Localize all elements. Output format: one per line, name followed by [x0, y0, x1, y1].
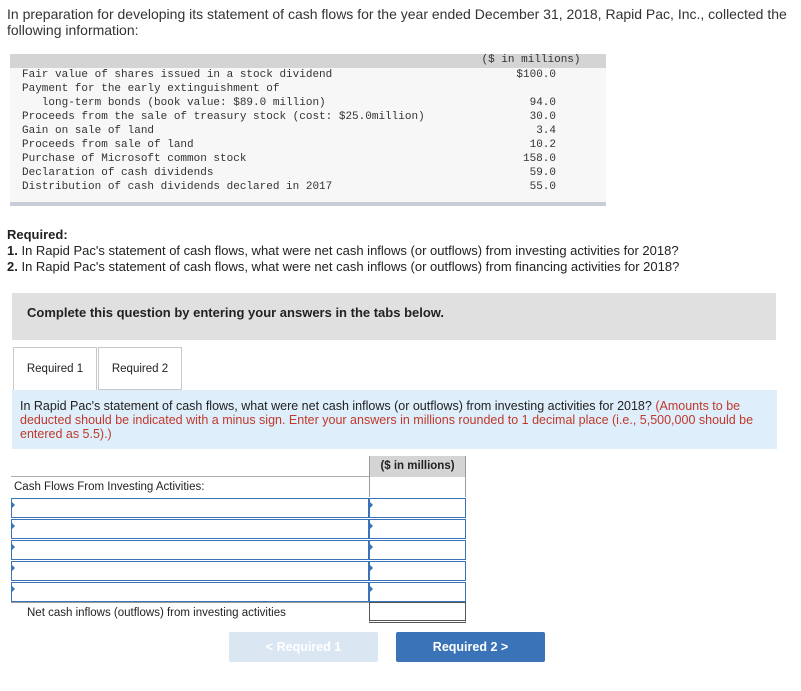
answer-input-row: [11, 581, 468, 602]
answer-section-row: [11, 477, 468, 497]
data-table-row: [10, 138, 606, 152]
chevron-right-icon: >: [500, 640, 509, 654]
prev-button-label: Required 1: [276, 640, 342, 654]
required-item-num: 2.: [7, 259, 18, 274]
answer-input-row: [11, 497, 468, 518]
answer-input-row: [11, 518, 468, 539]
required-section: [7, 227, 679, 275]
tab-required-1[interactable]: Required 1: [13, 347, 97, 390]
data-row-value: 55.0: [529, 181, 556, 193]
data-row-value: $100.0: [516, 69, 556, 81]
required-title: Required:: [7, 227, 68, 242]
answer-col-head: ($ in millions): [369, 456, 466, 477]
required-item-text: In Rapid Pac's statement of cash flows, what were net cash inflows (or outflows) from financing activities for 2018?: [21, 259, 680, 274]
question-text: In Rapid Pac's statement of cash flows, what were net cash inflows (or outflows) from investing activities for 2018?: [20, 399, 652, 413]
next-button[interactable]: [396, 632, 545, 662]
answer-table-header: [11, 456, 468, 477]
amount-input[interactable]: [369, 540, 466, 560]
data-table-row: [10, 180, 606, 194]
question-box: [12, 390, 777, 449]
answer-table-header-blank: [11, 456, 369, 477]
account-dropdown[interactable]: [11, 498, 369, 518]
required-item-1: [7, 243, 679, 259]
data-table-row: [10, 68, 606, 82]
account-dropdown[interactable]: [11, 561, 369, 581]
required-item-num: 1.: [7, 243, 18, 258]
answer-net-row: [11, 602, 468, 623]
required-item-2: [7, 259, 679, 275]
data-row-label: Distribution of cash dividends declared in 2017: [22, 181, 333, 193]
answer-net-input[interactable]: [369, 602, 466, 623]
data-row-label: Purchase of Microsoft common stock: [22, 153, 247, 165]
data-row-label: Proceeds from sale of land: [22, 139, 194, 151]
answer-input-row: [11, 560, 468, 581]
source-data-table: [10, 54, 606, 206]
answer-section-value-blank: [369, 477, 466, 497]
amount-input[interactable]: [369, 582, 466, 602]
data-row-value: 94.0: [529, 97, 556, 109]
data-row-label: Gain on sale of land: [22, 125, 155, 137]
amount-input[interactable]: [369, 561, 466, 581]
data-table-body: [10, 68, 606, 206]
data-table-row: [10, 166, 606, 180]
tab-required-2[interactable]: Required 2: [98, 347, 182, 390]
data-row-value: 158.0: [522, 153, 556, 165]
data-table-row: [10, 82, 606, 96]
account-dropdown[interactable]: [11, 582, 369, 602]
data-row-label: Fair value of shares issued in a stock dividend: [22, 69, 333, 81]
question-hint: (Amounts to be deducted should be indicated with a minus sign. Enter your answers in millions rounded to 1 decimal place (i.e., 5,500,000 should be entered as 5.5).): [20, 399, 754, 441]
amount-input[interactable]: [369, 498, 466, 518]
data-table-row: [10, 152, 606, 166]
data-row-value: 30.0: [529, 111, 556, 123]
data-table-col-head: ($ in millions): [481, 54, 581, 66]
data-row-value: 10.2: [529, 139, 556, 151]
amount-input[interactable]: [369, 519, 466, 539]
answer-section-label: Cash Flows From Investing Activities:: [14, 481, 205, 493]
data-table-row: [10, 124, 606, 138]
answer-net-label: Net cash inflows (outflows) from investing activities: [11, 602, 369, 623]
data-row-label: Proceeds from the sale of treasury stock (cost: $25.0million): [22, 111, 425, 123]
data-row-value: 3.4: [536, 125, 556, 137]
required-item-text: In Rapid Pac's statement of cash flows, what were net cash inflows (or outflows) from investing activities for 2018?: [21, 243, 679, 258]
account-dropdown[interactable]: [11, 519, 369, 539]
intro-text: In preparation for developing its statement of cash flows for the year ended December 31, 2018, Rapid Pac, Inc., collected the following information:: [7, 6, 787, 38]
data-table-row: [10, 110, 606, 124]
instruction-banner: Complete this question by entering your answers in the tabs below.: [12, 293, 776, 340]
data-table-header: [10, 54, 606, 68]
next-button-label: Required 2: [432, 640, 498, 654]
prev-button[interactable]: [229, 632, 378, 662]
chevron-left-icon: <: [265, 640, 274, 654]
data-row-label: Payment for the early extinguishment of: [22, 83, 280, 95]
data-table-row: [10, 96, 606, 110]
account-dropdown[interactable]: [11, 540, 369, 560]
answer-input-row: [11, 539, 468, 560]
data-row-label: Declaration of cash dividends: [22, 167, 214, 179]
data-row-value: 59.0: [529, 167, 556, 179]
data-row-label: long-term bonds (book value: $89.0 million): [22, 97, 326, 109]
